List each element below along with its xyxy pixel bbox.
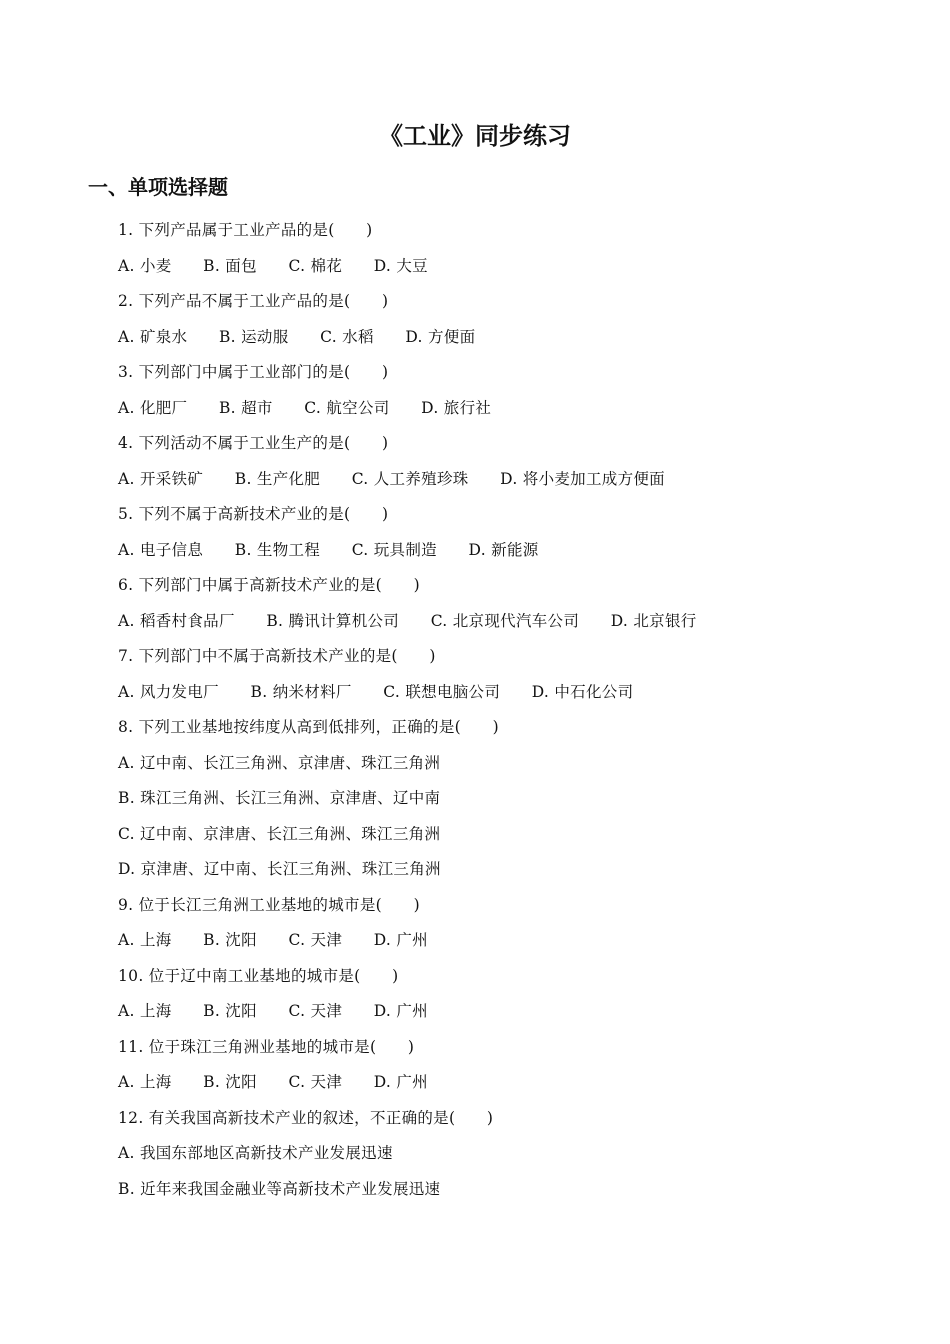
question-8-option-a: A. 辽中南、长江三角洲、京津唐、珠江三角洲	[118, 753, 441, 772]
question-8-option-d: D. 京津唐、辽中南、长江三角洲、珠江三角洲	[118, 860, 441, 878]
question-12-option-b: B. 近年来我国金融业等高新技术产业发展迅速	[118, 1179, 441, 1198]
question-7: 7. 下列部门中不属于高新技术产业的是( )	[118, 647, 436, 665]
question-10-options: A. 上海 B. 沈阳 C. 天津 D. 广州	[118, 1002, 428, 1020]
section-heading: 一、单项选择题	[88, 175, 228, 199]
question-10: 10. 位于辽中南工业基地的城市是( )	[118, 966, 399, 985]
question-2: 2. 下列产品不属于工业产品的是( )	[118, 292, 389, 310]
question-6: 6. 下列部门中属于高新技术产业的是( )	[118, 576, 420, 594]
question-6-options: A. 稻香村食品厂 B. 腾讯计算机公司 C. 北京现代汽车公司 D. 北京银行	[118, 611, 697, 630]
document-title: 《工业》同步练习	[379, 122, 571, 150]
question-9-options: A. 上海 B. 沈阳 C. 天津 D. 广州	[118, 931, 428, 949]
question-4: 4. 下列活动不属于工业生产的是( )	[118, 434, 389, 452]
question-12: 12. 有关我国高新技术产业的叙述，不正确的是( )	[118, 1108, 494, 1127]
question-8: 8. 下列工业基地按纬度从高到低排列，正确的是( )	[118, 718, 499, 736]
question-11-options: A. 上海 B. 沈阳 C. 天津 D. 广州	[118, 1073, 428, 1091]
question-1: 1. 下列产品属于工业产品的是( )	[118, 221, 373, 239]
question-7-options: A. 风力发电厂 B. 纳米材料厂 C. 联想电脑公司 D. 中石化公司	[118, 682, 634, 701]
question-3: 3. 下列部门中属于工业部门的是( )	[118, 363, 389, 381]
question-8-option-c: C. 辽中南、京津唐、长江三角洲、珠江三角洲	[118, 824, 441, 843]
question-9: 9. 位于长江三角洲工业基地的城市是( )	[118, 895, 420, 914]
question-5: 5. 下列不属于高新技术产业的是( )	[118, 505, 389, 523]
question-5-options: A. 电子信息 B. 生物工程 C. 玩具制造 D. 新能源	[118, 540, 539, 559]
question-12-option-a: A. 我国东部地区高新技术产业发展迅速	[118, 1144, 393, 1162]
question-3-options: A. 化肥厂 B. 超市 C. 航空公司 D. 旅行社	[118, 398, 492, 417]
question-list	[118, 213, 898, 1207]
question-11: 11. 位于珠江三角洲业基地的城市是( )	[118, 1037, 415, 1056]
question-2-options: A. 矿泉水 B. 运动服 C. 水稻 D. 方便面	[118, 327, 476, 346]
question-4-options: A. 开采铁矿 B. 生产化肥 C. 人工养殖珍珠 D. 将小麦加工成方便面	[118, 469, 665, 488]
question-1-options: A. 小麦 B. 面包 C. 棉花 D. 大豆	[118, 256, 428, 275]
question-8-option-b: B. 珠江三角洲、长江三角洲、京津唐、辽中南	[118, 789, 441, 807]
